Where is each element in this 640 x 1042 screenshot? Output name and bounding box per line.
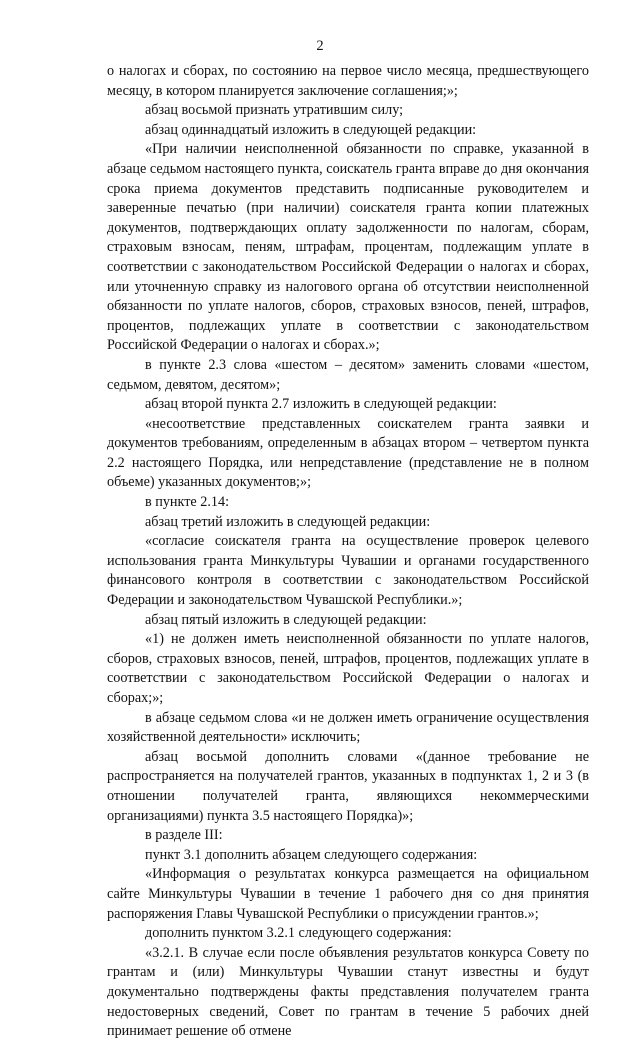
paragraph: абзац одиннадцатый изложить в следующей редакции:: [145, 121, 477, 138]
paragraph: «3.2.1. В случае если после объявления результатов конкурса Совету по грантам и (или) Минкультуры Чувашии станут известны и будут документально подтверждены факты представления получателем гранта недостоверных сведений, Совет по грантам в течение 5 рабочих дней принимает решение об отмене: [107, 944, 589, 1040]
paragraph: абзац пятый изложить в следующей редакции:: [145, 611, 427, 628]
paragraph: «При наличии неисполненной обязанности по справке, указанной в абзаце седьмом настоящего пункта, соискатель гранта вправе до дня окончания срока приема документов представить подписанные руководителем и заверенные печатью (при наличии) соискателя гранта копии платежных документов, подтверждающих оплату задолженности по налогам, сборам, страховым взносам, пеням, штрафам, процентам, подлежащим уплате в соответствии с законодательством Российской Федерации о налогах и сборах, или уточненную справку из налогового органа об отсутствии неисполненной обязанности по уплате налогов, сборов, страховых взносов, пеней, штрафов, процентов, подлежащих уплате в соответствии с законодательством Российской Федерации о налогах и сборах.»;: [107, 141, 589, 354]
paragraph: «1) не должен иметь неисполненной обязанности по уплате налогов, сборов, страховых взносов, пеней, штрафов, процентов, подлежащих уплате в соответствии с законодательством Российской Федерации о налогах и сборах;»;: [107, 631, 589, 706]
paragraph: «несоответствие представленных соискателем гранта заявки и документов требованиям, определенным в абзацах втором – четвертом пункта 2.2 настоящего Порядка, или непредставление (представление не в полном объеме) указанных документов;»;: [107, 415, 589, 491]
page-number: 2: [316, 38, 324, 54]
paragraph: о налогах и сборах, по состоянию на первое число месяца, предшествующего месяцу, в котором планируется заключение соглашения;»;: [107, 63, 589, 99]
paragraph: «Информация о результатах конкурса размещается на официальном сайте Минкультуры Чувашии в течение 1 рабочего дня со дня принятия распоряжения Главы Чувашской Республики о присуждении грантов.»;: [107, 866, 589, 922]
paragraph: абзац восьмой признать утратившим силу;: [145, 102, 404, 119]
paragraph: дополнить пунктом 3.2.1 следующего содержания:: [145, 925, 452, 942]
paragraph: в пункте 2.14:: [145, 494, 230, 511]
paragraph: «согласие соискателя гранта на осуществление проверок целевого использования гранта Минкультуры Чувашии и органами государственного финансового контроля в соответствии с законодательством Российской Федерации и законодательством Чувашской Республики.»;: [107, 533, 589, 609]
document-body: [107, 62, 589, 1042]
paragraph: в пункте 2.3 слова «шестом – десятом» заменить словами «шестом, седьмом, девятом, десятом»;: [107, 356, 589, 393]
paragraph: абзац третий изложить в следующей редакции:: [145, 513, 431, 530]
paragraph: в разделе III:: [145, 827, 223, 844]
paragraph: в абзаце седьмом слова «и не должен иметь ограничение осуществления хозяйственной деятельности» исключить;: [107, 709, 589, 746]
paragraph: абзац второй пункта 2.7 изложить в следующей редакции:: [145, 396, 497, 413]
paragraph: пункт 3.1 дополнить абзацем следующего содержания:: [145, 846, 478, 863]
paragraph: абзац восьмой дополнить словами «(данное требование не распространяется на получателей грантов, указанных в подпунктах 1, 2 и 3 (в отношении получателей гранта, являющихся некоммерческими организациями) пункта 3.5 настоящего Порядка)»;: [107, 748, 589, 824]
